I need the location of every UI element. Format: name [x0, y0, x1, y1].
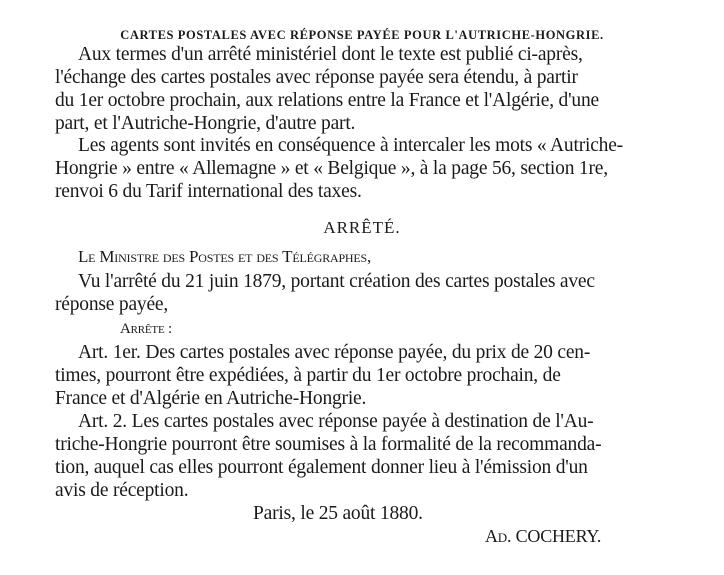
- article1-line-1: Art. 1er. Des cartes postales avec réponse payée, du prix de 20 cen-: [78, 342, 591, 363]
- intro-p1-line-2: l'échange des cartes postales avec réponse payée sera étendu, à partir: [55, 67, 578, 88]
- intro-p2-line-3: renvoi 6 du Tarif international des taxes.: [55, 181, 362, 202]
- intro-p1-line-4: part, et l'Autriche-Hongrie, d'autre part.: [55, 113, 356, 134]
- signature: Ad. COCHERY.: [485, 526, 602, 546]
- considering-line-1: Vu l'arrêté du 21 juin 1879, portant création des cartes postales avec: [78, 271, 595, 292]
- article1-line-3: France et d'Algérie en Autriche-Hongrie.: [55, 388, 367, 409]
- intro-p2-line-1: Les agents sont invités en conséquence à intercaler les mots « Autriche-: [78, 135, 623, 156]
- considering-line-2: réponse payée,: [55, 294, 169, 315]
- minister-line: Le Ministre des Postes et des Télégraphes,: [78, 247, 372, 266]
- arrete-heading: ARRÊTÉ.: [323, 218, 401, 237]
- article2-line-2: triche-Hongrie pourront être soumises à la formalité de la recommanda-: [55, 434, 602, 455]
- article1-line-2: times, pourront être expédiées, à partir du 1er octobre prochain, de: [55, 365, 561, 386]
- decrees-line: Arrête :: [120, 321, 172, 337]
- dateline: Paris, le 25 août 1880.: [253, 503, 423, 524]
- intro-p1-line-3: du 1er octobre prochain, aux relations entre la France et l'Algérie, d'une: [55, 90, 599, 111]
- article2-line-3: tion, auquel cas elles pourront également donner lieu à l'émission d'un: [55, 457, 588, 478]
- document-title: CARTES POSTALES AVEC RÉPONSE PAYÉE POUR L'AUTRICHE-HONGRIE.: [120, 28, 604, 42]
- article2-line-1: Art. 2. Les cartes postales avec réponse payée à destination de l'Au-: [78, 411, 594, 432]
- article2-line-4: avis de réception.: [55, 480, 189, 501]
- intro-p2-line-2: Hongrie » entre « Allemagne » et « Belgique », à la page 56, section 1re,: [55, 158, 608, 179]
- intro-p1-line-1: Aux termes d'un arrêté ministériel dont le texte est publié ci-après,: [78, 44, 583, 65]
